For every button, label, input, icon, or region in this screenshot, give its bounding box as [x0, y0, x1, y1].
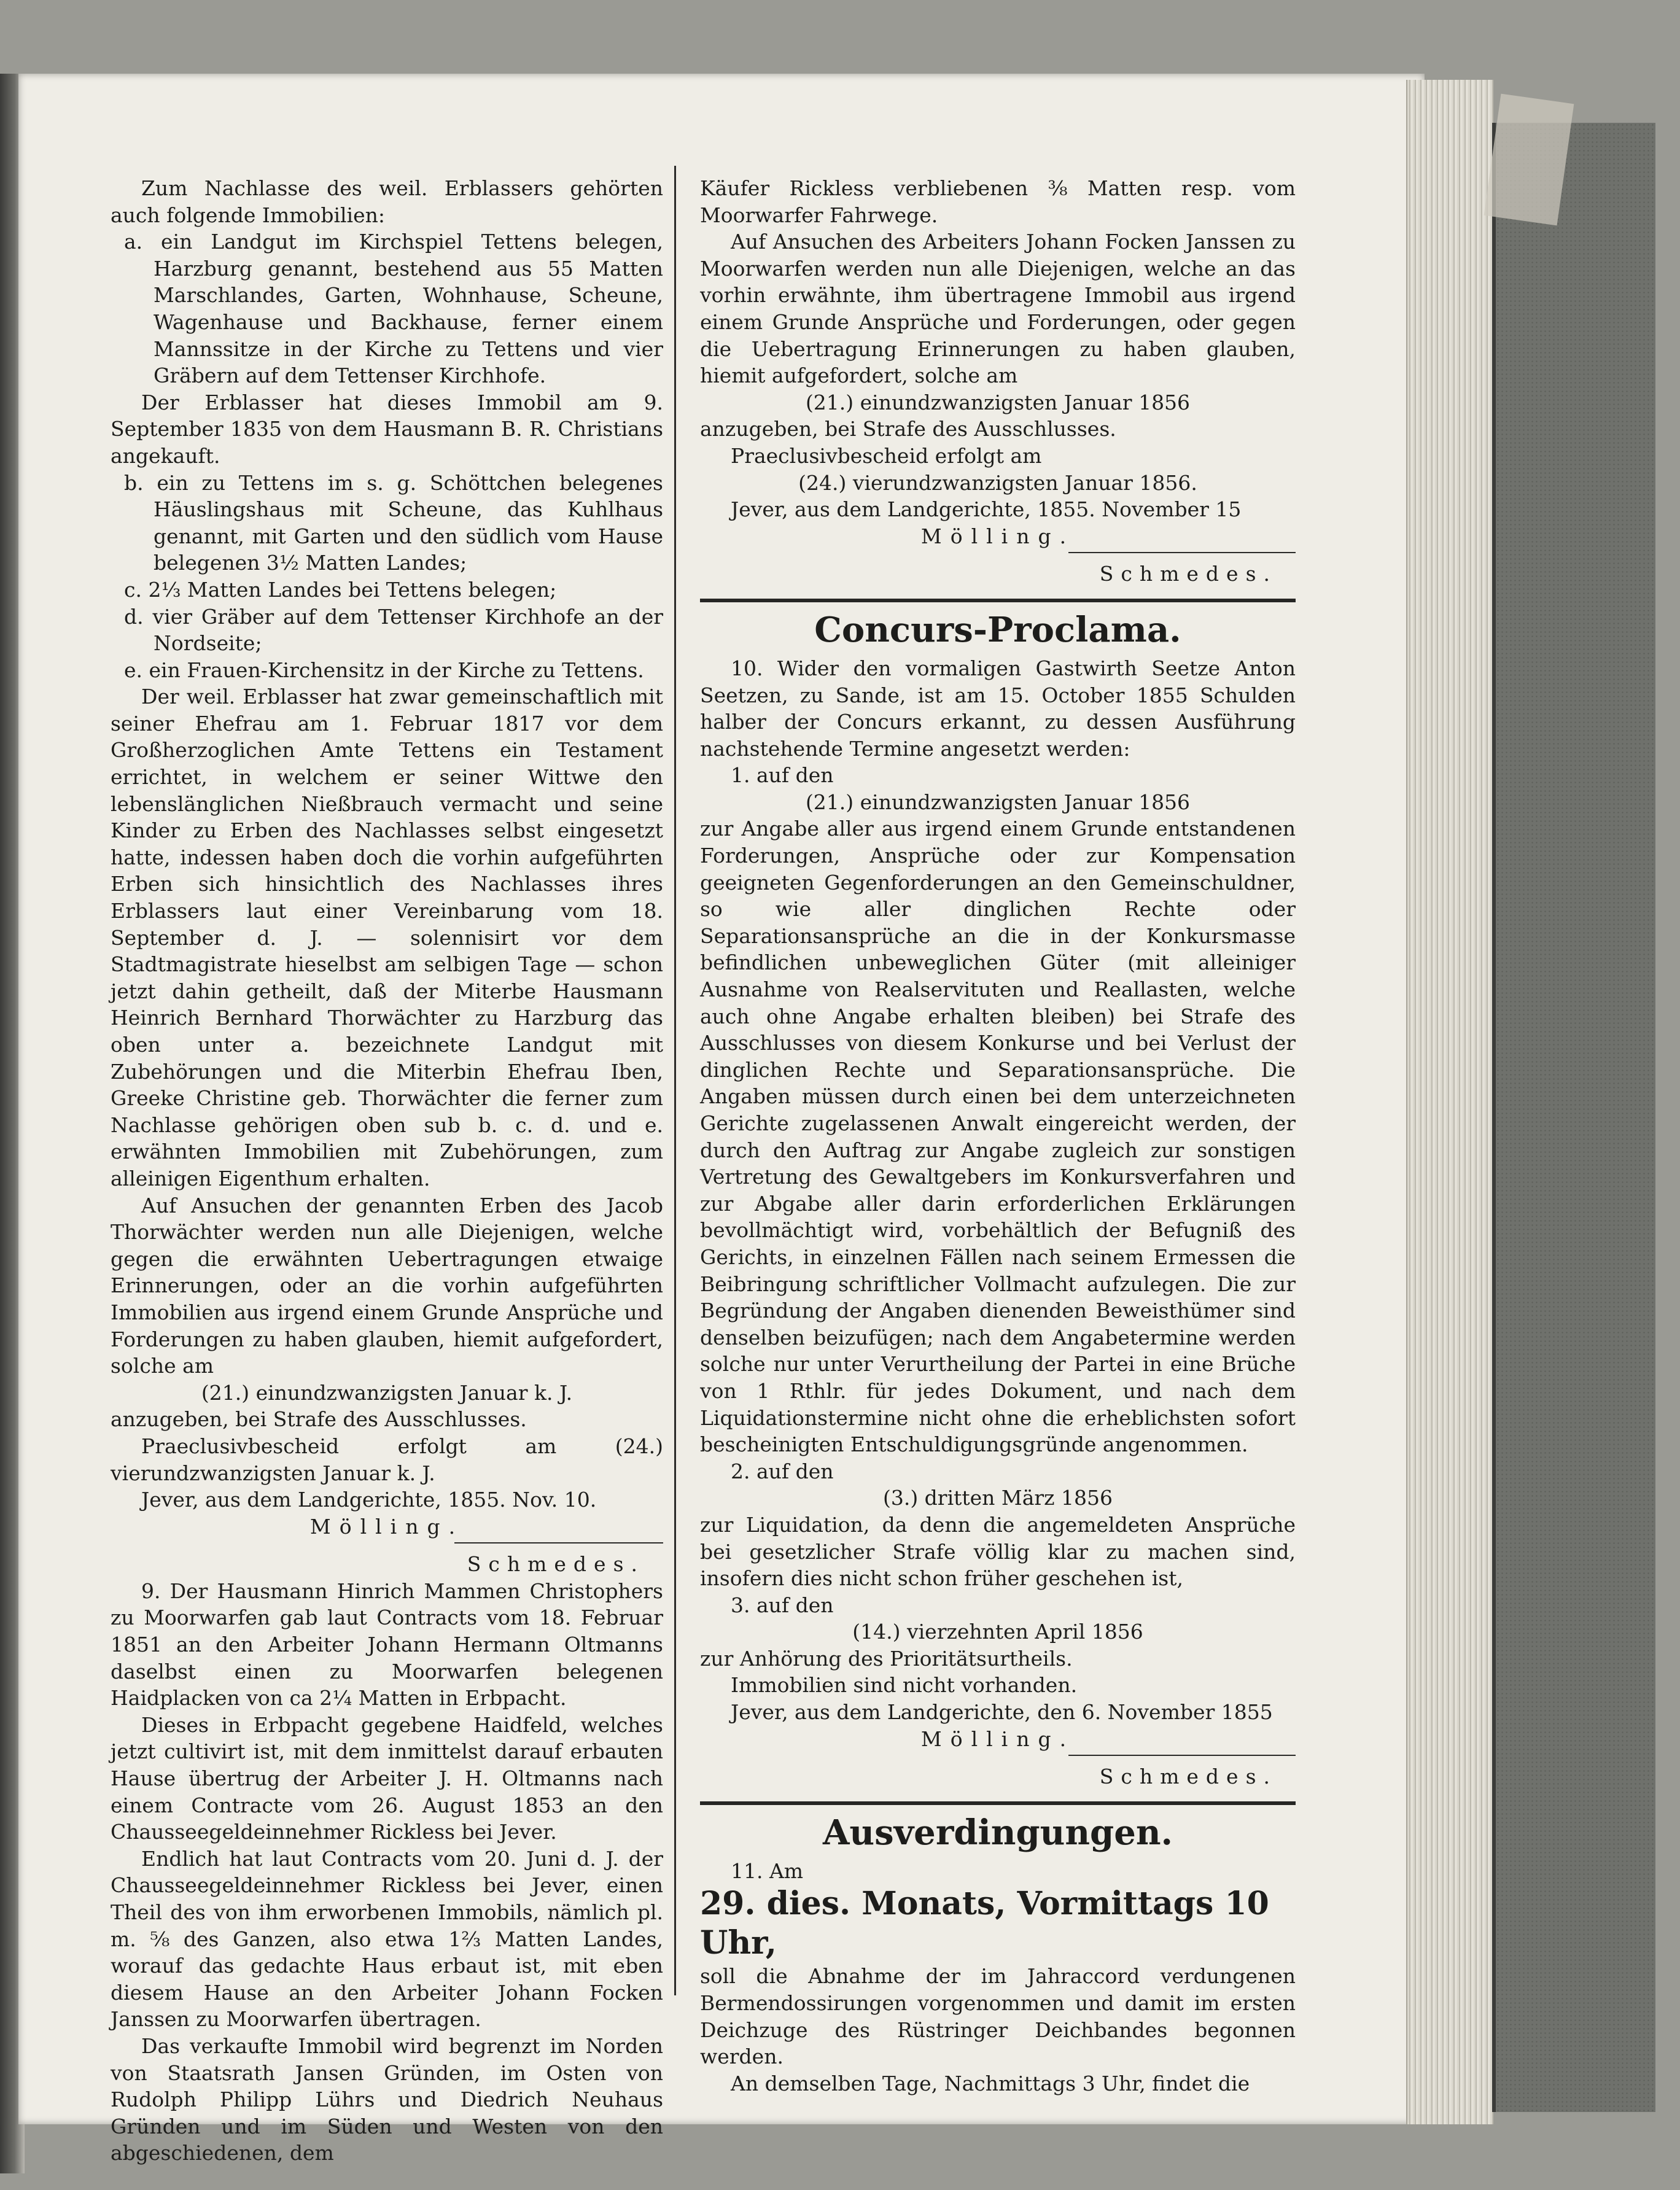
praeclusiv-date-right: (24.) vierundzwanzigsten Januar 1856. [798, 470, 1197, 495]
notice-9: 9. Der Hausmann Hinrich Mammen Christophers zu Moorwarfen gab laut Contracts vom 18. Februar 1851 an den Arbeiter Johann Hermann Oltmanns daselbst einen zu Moorwarfen belegenen Haidplacken von ca 2¼ Matten in Erbpacht. [111, 1578, 663, 1710]
term-1: 1. auf den [731, 763, 834, 788]
heading-ausverdingungen: Ausverdingungen. [822, 1812, 1173, 1853]
term-1-text: zur Angabe aller aus irgend einem Grunde entstandenen Forderungen, Ansprüche oder zur Kompensation geeigneten Gegenforderungen an den Gemeinschuldner, so wie aller dinglichen Rechte oder Separationsansprüche an die in der Konkursmasse befindlichen unbeweglichen Güter (mit alleiniger Ausnahme von Realservituten und Reallasten, welche auch ohne Angabe erhalten bleiben) bei Strafe des Ausschlusses von diesem Konkurse und bei Verlust der dinglichen Rechte und Separationsansprüche. Die Angaben müssen durch einen bei dem unterzeichneten Gerichte zugelassenen Anwalt eingereicht werden, der durch den Auftrag zur Angabe zugleich zur sonstigen Vertretung des Gewaltgebers im Konkursverfahren und zur Abgabe aller darin erforderlichen Erklärungen bevollmächtigt wird, vorbehältlich der Befugniß des Gerichts, in einzelnen Fällen nach seinem Ermessen die Beibringung schriftlicher Vollmacht aufzulegen. Die zur Begründung der Angaben dienenden Beweisthümer sind denselben beizufügen; nach dem Angabetermine werden solche nur unter Verurtheilung der Partei in eine Brüche von 1 Rthlr. für jedes Dokument, und nach dem Liquidationstermine nicht ohne die erheblichsten sofort bescheinigten Entschuldigungsgründe angenommen. [700, 817, 1296, 1457]
signature-moelling-right: Mölling. [920, 524, 1075, 548]
signature-rule-right-2 [1068, 1755, 1296, 1756]
term-3-text: zur Anhörung des Prioritätsurtheils. [700, 1646, 1073, 1671]
item-b: b. ein zu Tettens im s. g. Schöttchen belegenes Häuslingshaus mit Scheune, das Kuhlhaus genannt, mit Garten und den südlich vom Hause belegenen 3½ Matten Landes; [124, 470, 663, 575]
continued-text: Käufer Rickless verbliebenen ⅜ Matten resp. vom Moorwarfer Fahrwege. [700, 176, 1296, 227]
signature-moelling-right-2: Mölling. [920, 1726, 1075, 1751]
place-date-right-2: Jever, aus dem Landgerichte, den 6. November 1855 [731, 1700, 1273, 1725]
left-column [111, 175, 663, 2167]
erbpacht-paragraph: Dieses in Erbpacht gegebene Haidfeld, welches jetzt cultivirt ist, mit dem inmittelst darauf erbauten Hause übertrug der Arbeiter J. H. Oltmanns nach einem Contracte vom 26. August 1853 an den Chausseegeldeinnehmer Rickless bei Jever. [111, 1712, 663, 1844]
section-rule-2 [700, 1801, 1296, 1805]
book-cover [1492, 123, 1655, 2112]
term-2-text: zur Liquidation, da denn die angemeldeten Ansprüche bei gesetzlicher Strafe völlig klar zu machen sind, insofern dies nicht schon früher geschehen ist, [700, 1512, 1296, 1591]
item-e: e. ein Frauen-Kirchensitz in der Kirche zu Tettens. [124, 658, 644, 682]
intro-text: Zum Nachlasse des weil. Erblassers gehörten auch folgende Immobilien: [111, 176, 663, 227]
term-1-date: (21.) einundzwanzigsten Januar 1856 [805, 790, 1191, 814]
anzugeben-line-right: anzugeben, bei Strafe des Ausschlusses. [700, 417, 1116, 441]
praeclusiv-line: Praeclusivbescheid erfolgt am (24.) vierundzwanzigsten Januar k. J. [111, 1434, 663, 1485]
place-date: Jever, aus dem Landgerichte, 1855. Nov. 10. [141, 1488, 597, 1512]
term-2-date: (3.) dritten März 1856 [882, 1486, 1113, 1510]
term-3: 3. auf den [731, 1593, 834, 1617]
verkaufte-paragraph: Das verkaufte Immobil wird begrenzt im Norden von Staatsrath Jansen Gründen, im Osten von Rudolph Philipp Lührs und Diedrich Neuhaus Gründen und im Süden und Westen von den abgeschiedenen, dem [111, 2033, 663, 2165]
signature-rule-right [1068, 552, 1296, 553]
ansuchen-paragraph-right: Auf Ansuchen des Arbeiters Johann Focken Janssen zu Moorwarfen werden nun alle Diejenigen, welche an das vorhin erwähnte, ihm übertragene Immobil aus irgend einem Grunde Ansprüche und Forderungen, oder gegen die Uebertragung Erinnerungen zu haben glauben, hiemit aufgefordert, solche am [700, 230, 1296, 388]
anzugeben-line: anzugeben, bei Strafe des Ausschlusses. [111, 1407, 527, 1432]
term-3-date: (14.) vierzehnten April 1856 [852, 1620, 1143, 1644]
deadline-date: (21.) einundzwanzigsten Januar k. J. [201, 1380, 573, 1405]
notice-10: 10. Wider den vormaligen Gastwirth Seetze Anton Seetzen, zu Sande, ist am 15. October 1855 Schulden halber der Concurs erkannt, zu dessen Ausführung nachstehende Termine angesetzt werden: [700, 656, 1296, 761]
signature-schmedes: Schmedes. [467, 1552, 645, 1577]
big-date-line: 29. dies. Monats, Vormittags 10 Uhr, [700, 1885, 1269, 1962]
place-date-right: Jever, aus dem Landgerichte, 1855. November 15 [731, 497, 1242, 522]
heading-concurs-proclama: Concurs-Proclama. [814, 609, 1181, 650]
signature-rule [454, 1542, 663, 1543]
item-d: d. vier Gräber auf dem Tettenser Kirchhofe an der Nordseite; [124, 604, 663, 656]
right-column [700, 175, 1296, 2097]
ansuchen-paragraph: Auf Ansuchen der genannten Erben des Jacob Thorwächter werden nun alle Diejenigen, welche gegen die erwähnten Uebertragungen etwaige Erinnerungen, oder an die vorhin aufgeführten Immobilien aus irgend einem Grunde Ansprüche und Forderungen zu haben glauben, hiemit aufgefordert, solche am [111, 1193, 663, 1378]
item-a: a. ein Landgut im Kirchspiel Tettens belegen, Harzburg genannt, bestehend aus 55 Matten Marschlandes, Garten, Wohnhause, Scheune, Wagenhause und Backhause, ferner einem Mannssitze in der Kirche zu Tettens und vier Gräbern auf dem Tettenser Kirchhofe. [124, 230, 663, 388]
immobilien-line: Immobilien sind nicht vorhanden. [731, 1673, 1078, 1698]
term-2: 2. auf den [731, 1459, 834, 1483]
page-stack-edge [1406, 80, 1493, 2124]
notice-11: 11. Am [731, 1858, 804, 1883]
signature-schmedes-right-2: Schmedes. [1099, 1765, 1277, 1789]
item-a-note: Der Erblasser hat dieses Immobil am 9. September 1835 von dem Hausmann B. R. Christians angekauft. [111, 390, 663, 468]
section-rule [700, 599, 1296, 602]
endlich-paragraph: Endlich hat laut Contracts vom 20. Juni d. J. der Chausseegeldeinnehmer Rickless bei Jever, einen Theil des von ihm erworbenen Immobils, nämlich pl. m. ⅝ des Ganzen, also etwa 1⅔ Matten Landes, worauf das gedachte Haus erbaut ist, mit eben diesem Hause an den Arbeiter Johann Focken Janssen zu Moorwarfen übertragen. [111, 1846, 663, 2032]
praeclusiv-line-right: Praeclusivbescheid erfolgt am [731, 443, 1042, 468]
item-c: c. 2⅓ Matten Landes bei Tettens belegen; [124, 577, 557, 602]
signature-moelling: Mölling. [309, 1514, 464, 1539]
signature-schmedes-right: Schmedes. [1099, 562, 1277, 586]
testament-paragraph: Der weil. Erblasser hat zwar gemeinschaftlich mit seiner Ehefrau am 1. Februar 1817 vor dem Großherzoglichen Amte Tettens ein Testament errichtet, in welchem er seiner Wittwe den lebenslänglichen Nießbrauch vermacht und seine Kinder zu Erben des Nachlasses selbst eingesetzt hatte, indessen haben doch die vorhin aufgeführten Erben sich hinsichtlich des Nachlasses ihres Erblassers laut einer Vereinbarung vom 18. September d. J. — solennisirt vor dem Stadtmagistrate hieselbst am selbigen Tage — schon jetzt dahin getheilt, daß der Miterbe Hausmann Heinrich Bernhard Thorwächter zu Harzburg das oben unter a. bezeichnete Landgut mit Zubehörungen und die Miterbin Ehefrau Iben, Greeke Christine geb. Thorwächter die ferner zum Nachlasse gehörigen oben sub b. c. d. und e. erwähnten Immobilien mit Zubehörungen, zum alleinigen Eigenthum erhalten. [111, 685, 663, 1190]
nachmittags-line: An demselben Tage, Nachmittags 3 Uhr, findet die [731, 2071, 1250, 2095]
deadline-date-right: (21.) einundzwanzigsten Januar 1856 [805, 390, 1191, 414]
column-divider [674, 166, 676, 1995]
abnahme-paragraph: soll die Abnahme der im Jahraccord verdungenen Bermendossirungen vorgenommen und damit im ersten Deichzuge des Rüstringer Deichbandes begonnen werden. [700, 1964, 1296, 2069]
